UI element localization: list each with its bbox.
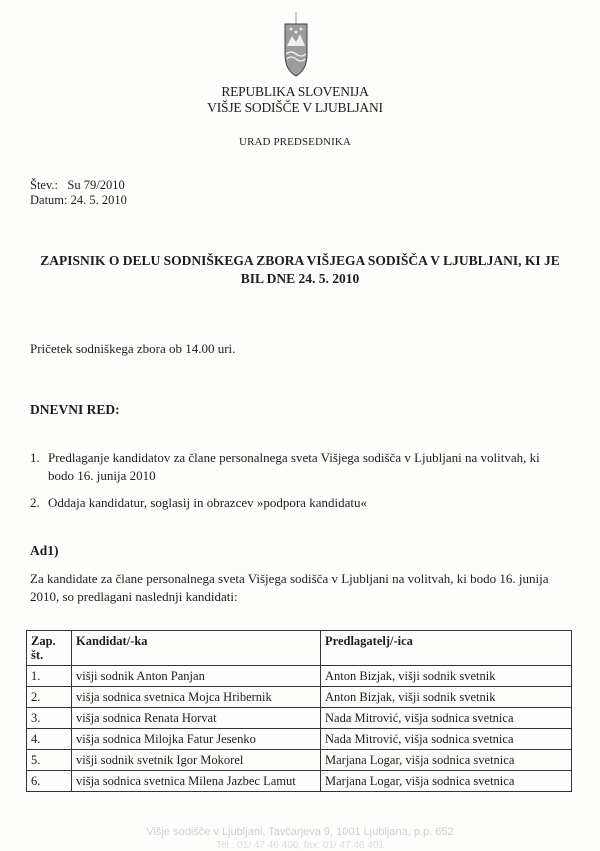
row-candidate: višja sodnica svetnica Mojca Hribernik	[72, 687, 321, 708]
section-heading: Ad1)	[30, 543, 59, 558]
row-proposer: Marjana Logar, višja sodnica svetnica	[321, 750, 572, 771]
row-number: 5.	[27, 750, 72, 771]
row-proposer: Marjana Logar, višja sodnica svetnica	[321, 771, 572, 792]
footer-address: Višje sodišče v Ljubljani, Tavčarjeva 9, 1001 Ljubljana, p.p. 652	[146, 826, 454, 838]
agenda-item-text: Oddaja kandidatur, soglasij in obrazcev »podpora kandidatu«	[48, 495, 367, 510]
table-header-row	[27, 631, 572, 666]
start-time-text: Pričetek sodniškega zbora ob 14.00 uri.	[30, 341, 236, 356]
footer-contact: Tel.: 01/ 47 46 400, fax: 01/ 47 46 401	[216, 840, 384, 851]
row-number: 6.	[27, 771, 72, 792]
table-row	[27, 729, 572, 750]
header-office: URAD PREDSEDNIKA	[239, 136, 351, 148]
row-candidate: višja sodnica Renata Horvat	[72, 708, 321, 729]
row-number: 1.	[27, 666, 72, 687]
court-header	[205, 84, 385, 148]
row-proposer: Anton Bizjak, višji sodnik svetnik	[321, 687, 572, 708]
table-row	[27, 708, 572, 729]
header-number-line-1: Zap.	[31, 634, 56, 648]
agenda-item-number: 2.	[30, 495, 40, 510]
document-date	[30, 193, 127, 208]
candidates-table	[26, 630, 572, 792]
header-proposer: Predlagatelj/-ica	[321, 631, 572, 666]
reference-number	[30, 178, 127, 193]
coat-of-arms-icon	[279, 10, 313, 80]
header-number	[27, 631, 72, 666]
row-proposer: Nada Mitrović, višja sodnica svetnica	[321, 729, 572, 750]
agenda-item-text	[48, 449, 540, 485]
header-line-2: VIŠJE SODIŠČE V LJUBLJANI	[207, 100, 383, 115]
reference-value: Su 79/2010	[67, 178, 125, 192]
intro-line-2: 2010, so predlagani naslednji kandidati:	[30, 589, 238, 604]
table-row	[27, 771, 572, 792]
agenda-item	[30, 494, 580, 512]
header-line-1: REPUBLIKA SLOVENIJA	[221, 84, 369, 99]
document-meta	[30, 178, 127, 208]
row-candidate: višja sodnica svetnica Milena Jazbec Lamut	[72, 771, 321, 792]
agenda-item-number: 1.	[30, 450, 40, 465]
intro-line-1: Za kandidate za člane personalnega sveta Višjega sodišča v Ljubljani na volitvah, ki bodo 16. junija	[30, 571, 549, 586]
agenda-item-line: bodo 16. junija 2010	[48, 468, 156, 483]
header-number-line-2: št.	[31, 648, 44, 662]
row-candidate: višji sodnik Anton Panjan	[72, 666, 321, 687]
table-row	[27, 666, 572, 687]
row-number: 4.	[27, 729, 72, 750]
agenda-item-line: Predlaganje kandidatov za člane personalnega sveta Višjega sodišča v Ljubljani na volitvah, ki	[48, 450, 540, 465]
reference-label: Štev.:	[30, 178, 59, 192]
title-line-1: ZAPISNIK O DELU SODNIŠKEGA ZBORA VIŠJEGA SODIŠČA V LJUBLJANI, KI JE	[40, 253, 560, 268]
row-proposer: Nada Mitrović, višja sodnica svetnica	[321, 708, 572, 729]
agenda-heading: DNEVNI RED:	[30, 402, 120, 417]
row-candidate: višja sodnica Milojka Fatur Jesenko	[72, 729, 321, 750]
agenda-item	[30, 449, 580, 485]
section-intro	[30, 570, 575, 606]
row-proposer: Anton Bizjak, višji sodnik svetnik	[321, 666, 572, 687]
row-number: 2.	[27, 687, 72, 708]
row-number: 3.	[27, 708, 72, 729]
date-value: 24. 5. 2010	[70, 193, 127, 207]
table-row	[27, 750, 572, 771]
title-line-2: BIL DNE 24. 5. 2010	[240, 271, 360, 286]
date-label: Datum:	[30, 193, 68, 207]
document-title	[28, 252, 572, 288]
header-candidate: Kandidat/-ka	[72, 631, 321, 666]
table-row	[27, 687, 572, 708]
row-candidate: višji sodnik svetnik Igor Mokorel	[72, 750, 321, 771]
